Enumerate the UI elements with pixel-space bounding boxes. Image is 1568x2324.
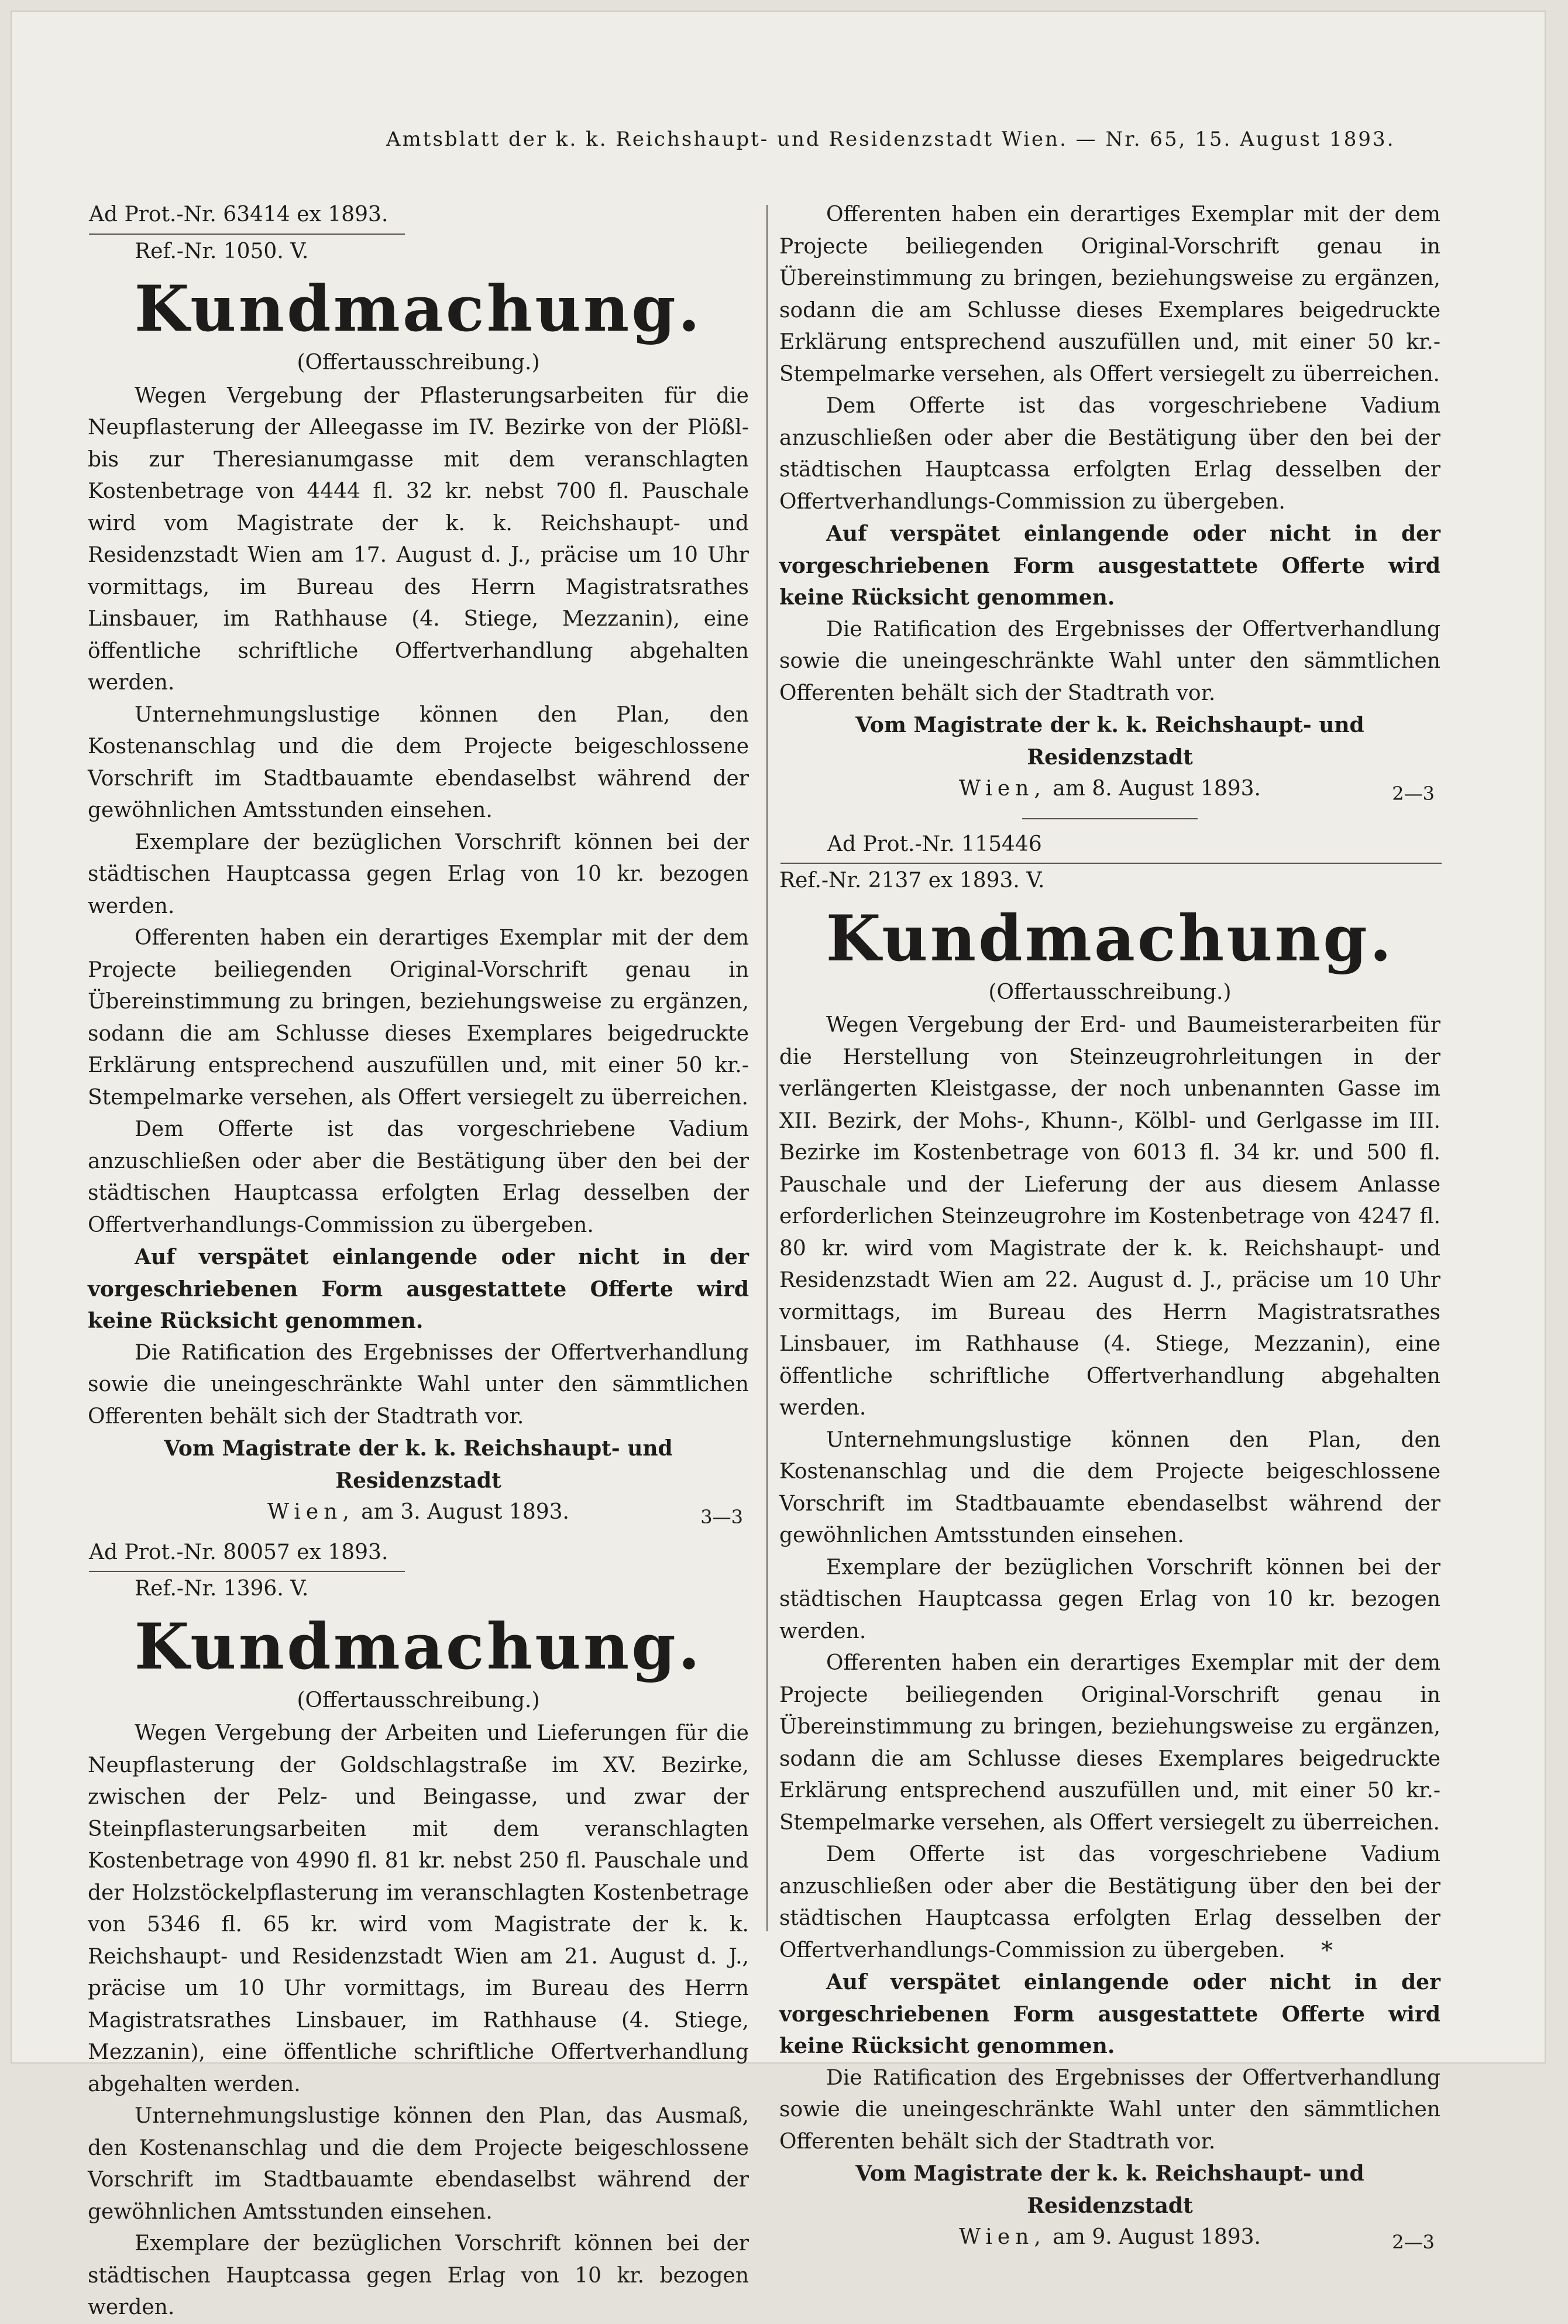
paragraph-vergebung: Wegen Vergebung der Pflasterungsarbeiten für die Neupflasterung der Alleegasse im IV. Bezirke von der Plößl- bis zur Theresianumgasse mit dem veranschlagten Kostenbetrage von 4444 fl. 32 kr. nebst 700 fl. Pauschale wird vom Magistrate der k. k. Reichshaupt- und Residenzstadt Wien am 17. August d. J., präcise um 10 Uhr vormittags, im Bureau des Herrn Magistratsrathes Linsbauer, im Rathhause (4. Stiege, Mezzanin), eine öffentliche schriftliche Offertverhandlung abgehalten werden. [88, 383, 749, 695]
date: am 8. August 1893. [1053, 777, 1261, 801]
paragraph-ratification: Die Ratification des Ergebnisses der Offertverhandlung sowie die uneingeschränkte Wahl unter den sämmtlichen Offerenten behält sich der Stadtrath vor. [779, 2065, 1440, 2154]
place: Wien, [959, 2225, 1046, 2249]
ad-prot-rule [780, 863, 1442, 864]
ref-number: Ref.-Nr. 1396. V. [135, 1577, 309, 1601]
closing-authority: Vom Magistrate der k. k. Reichshaupt- und Residenzstadt [855, 2161, 1364, 2218]
notice-1 [88, 199, 749, 1529]
ad-prot-rule [89, 1571, 405, 1572]
insertion-number: 2—3 [1392, 2231, 1435, 2253]
paragraph-einsehen: Unternehmungslustige können den Plan, den Kostenanschlag und die dem Projecte beigeschlossene Vorschrift im Stadtbauamte ebendaselbst während der gewöhnlichen Amtsstunden einsehen. [88, 702, 749, 822]
ad-prot-text: Ad Prot.-Nr. 63414 ex 1893. [89, 202, 388, 226]
masthead: Amtsblatt der k. k. Reichshaupt- und Residenzstadt Wien. — Nr. 65, 15. August 1893. [386, 128, 1395, 151]
paragraph-einsehen: Unternehmungslustige können den Plan, das Ausmaß, den Kostenanschlag und die dem Projecte beigeschlossene Vorschrift im Stadtbauamte ebendaselbst während der gewöhnlichen Amtsstunden einsehen. [88, 2104, 749, 2224]
newspaper-page [11, 11, 1546, 2319]
right-column [779, 199, 1440, 2254]
notice-title: Kundmachung. [134, 272, 703, 346]
notice-subtitle: (Offertausschreibung.) [297, 1688, 540, 1712]
column-divider [766, 205, 768, 1931]
paragraph-ratification: Die Ratification des Ergebnisses der Offertverhandlung sowie die uneingeschränkte Wahl unter den sämmtlichen Offerenten behält sich der Stadtrath vor. [88, 1340, 749, 1429]
notice-subtitle: (Offertausschreibung.) [297, 351, 540, 375]
paragraph-vadium: Dem Offerte ist das vorgeschriebene Vadium anzuschließen oder aber die Bestätigung über den bei der städtischen Hauptcassa erfolgten Erlag desselben der Offertverhandlungs-Commission zu übergeben. [88, 1117, 749, 1237]
paragraph-exemplare: Exemplare der bezüglichen Vorschrift können bei der städtischen Hauptcassa gegen Erlag von 10 kr. bezogen werden. [779, 1555, 1440, 1643]
separator-rule [1022, 818, 1198, 819]
paragraph-ratification: Die Ratification des Ergebnisses der Offertverhandlung sowie die uneingeschränkte Wahl unter den sämmtlichen Offerenten behält sich der Stadtrath vor. [779, 617, 1440, 705]
notice-title: Kundmachung. [134, 1609, 703, 1684]
paragraph-vadium: Dem Offerte ist das vorgeschriebene Vadium anzuschließen oder aber die Bestätigung über den bei der städtischen Hauptcassa erfolgten Erlag desselben der Offertverhandlungs-Commission zu übergeben. [779, 394, 1440, 514]
paragraph-exemplare: Exemplare der bezüglichen Vorschrift können bei der städtischen Hauptcassa gegen Erlag von 10 kr. bezogen werden. [88, 2232, 749, 2319]
place-date [779, 2222, 1440, 2254]
ad-prot-number [88, 199, 749, 235]
ad-prot-text: Ad Prot.-Nr. 115446 [827, 832, 1042, 856]
notice-title: Kundmachung. [826, 901, 1394, 976]
left-column [88, 199, 749, 2324]
notice-2-continued [779, 199, 1440, 819]
paragraph-vergebung: Wegen Vergebung der Arbeiten und Lieferungen für die Neupflasterung der Goldschlagstraße im XV. Bezirke, zwischen der Pelz- und Beingasse, und zwar der Steinpflasterungsarbeiten mit dem veranschlagten Kostenbetrage von 4990 fl. 81 kr. nebst 250 fl. Pauschale und der Holzstöckelpflasterung im veranschlagten Kostenbetrage von 5346 fl. 65 kr. wird vom Magistrate der k. k. Reichshaupt- und Residenzstadt Wien am 21. August d. J., präcise um 10 Uhr vormittags, im Bureau des Herrn Magistratsrathes Linsbauer, im Rathhause (4. Stiege, Mezzanin), eine öffentliche schriftliche Offertverhandlung abgehalten werden. [88, 1721, 749, 2096]
ad-prot-rule [89, 234, 405, 235]
notice-subtitle: (Offertausschreibung.) [988, 980, 1232, 1004]
paragraph-vergebung: Wegen Vergebung der Erd- und Baumeisterarbeiten für die Herstellung von Steinzeugrohrleitungen in der verlängerten Kleistgasse, der noch unbenannten Gasse im XII. Bezirk, der Mohs-, Khunn-, Kölbl- und Gerlgasse im III. Bezirke im Kostenbetrage von 6013 fl. 34 kr. und 500 fl. Pauschale und der Lieferung der aus diesem Anlasse erforderlichen Steinzeugrohre im Kostenbetrage von 4247 fl. 80 kr. wird vom Magistrate der k. k. Reichshaupt- und Residenzstadt Wien am 22. August d. J., präcise um 10 Uhr vormittags, im Bureau des Herrn Magistratsrathes Linsbauer, im Rathhause (4. Stiege, Mezzanin), eine öffentliche schriftliche Offertverhandlung abgehalten werden. [779, 1013, 1440, 1420]
notice-3 [779, 829, 1440, 2254]
ad-prot-number [779, 829, 1440, 864]
place-date [88, 1496, 749, 1529]
insertion-number: 2—3 [1392, 782, 1435, 805]
date: am 9. August 1893. [1053, 2225, 1261, 2249]
ref-number: Ref.-Nr. 1050. V. [135, 239, 309, 263]
insertion-number: 3—3 [700, 1506, 743, 1528]
closing-authority: Vom Magistrate der k. k. Reichshaupt- und Residenzstadt [164, 1436, 673, 1493]
paragraph-verspaetet: Auf verspätet einlangende oder nicht in der vorgeschriebenen Form ausgestattete Offerte wird keine Rücksicht genommen. [779, 1970, 1440, 2058]
ad-prot-number [88, 1537, 749, 1573]
closing-authority: Vom Magistrate der k. k. Reichshaupt- und Residenzstadt [855, 713, 1364, 770]
paragraph-exemplare: Exemplare der bezüglichen Vorschrift können bei der städtischen Hauptcassa gegen Erlag von 10 kr. bezogen werden. [88, 830, 749, 918]
paragraph-offerenten: Offerenten haben ein derartiges Exemplar mit der dem Projecte beiliegenden Original-Vorschrift genau in Übereinstimmung zu bringen, beziehungsweise zu ergänzen, sodann die am Schlusse dieses Exemplares beigedruckte Erklärung entsprechend auszufüllen und, mit einer 50 kr.-Stempelmarke versehen, als Offert versiegelt zu überreichen. [88, 926, 749, 1110]
place-date [779, 773, 1440, 805]
notice-2 [88, 1537, 749, 2324]
place: Wien, [267, 1500, 355, 1524]
paragraph-offerenten: Offerenten haben ein derartiges Exemplar mit der dem Projecte beiliegenden Original-Vorschrift genau in Übereinstimmung zu bringen, beziehungsweise zu ergänzen, sodann die am Schlusse dieses Exemplares beigedruckte Erklärung entsprechend auszufüllen und, mit einer 50 kr.-Stempelmarke versehen, als Offert versiegelt zu überreichen. [779, 1651, 1440, 1835]
paragraph-vadium: Dem Offerte ist das vorgeschriebene Vadium anzuschließen oder aber die Bestätigung über den bei der städtischen Hauptcassa erfolgten Erlag desselben der Offertverhandlungs-Commission zu übergeben. [779, 1842, 1440, 1962]
ad-prot-text: Ad Prot.-Nr. 80057 ex 1893. [89, 1540, 388, 1564]
date: am 3. August 1893. [361, 1500, 569, 1524]
paragraph-einsehen: Unternehmungslustige können den Plan, den Kostenanschlag und die dem Projecte beigeschlossene Vorschrift im Stadtbauamte ebendaselbst während der gewöhnlichen Amtsstunden einsehen. [779, 1427, 1440, 1547]
asterisk-mark: * [1321, 1937, 1333, 1964]
paragraph-verspaetet: Auf verspätet einlangende oder nicht in der vorgeschriebenen Form ausgestattete Offerte wird keine Rücksicht genommen. [88, 1245, 749, 1333]
paragraph-offerenten: Offerenten haben ein derartiges Exemplar mit der dem Projecte beiliegenden Original-Vorschrift genau in Übereinstimmung zu bringen, beziehungsweise zu ergänzen, sodann die am Schlusse dieses Exemplares beigedruckte Erklärung entsprechend auszufüllen und, mit einer 50 kr.-Stempelmarke versehen, als Offert versiegelt zu überreichen. [779, 202, 1440, 386]
paragraph-verspaetet: Auf verspätet einlangende oder nicht in der vorgeschriebenen Form ausgestattete Offerte wird keine Rücksicht genommen. [779, 521, 1440, 610]
place: Wien, [959, 777, 1046, 801]
ref-number: Ref.-Nr. 2137 ex 1893. V. [779, 869, 1045, 892]
